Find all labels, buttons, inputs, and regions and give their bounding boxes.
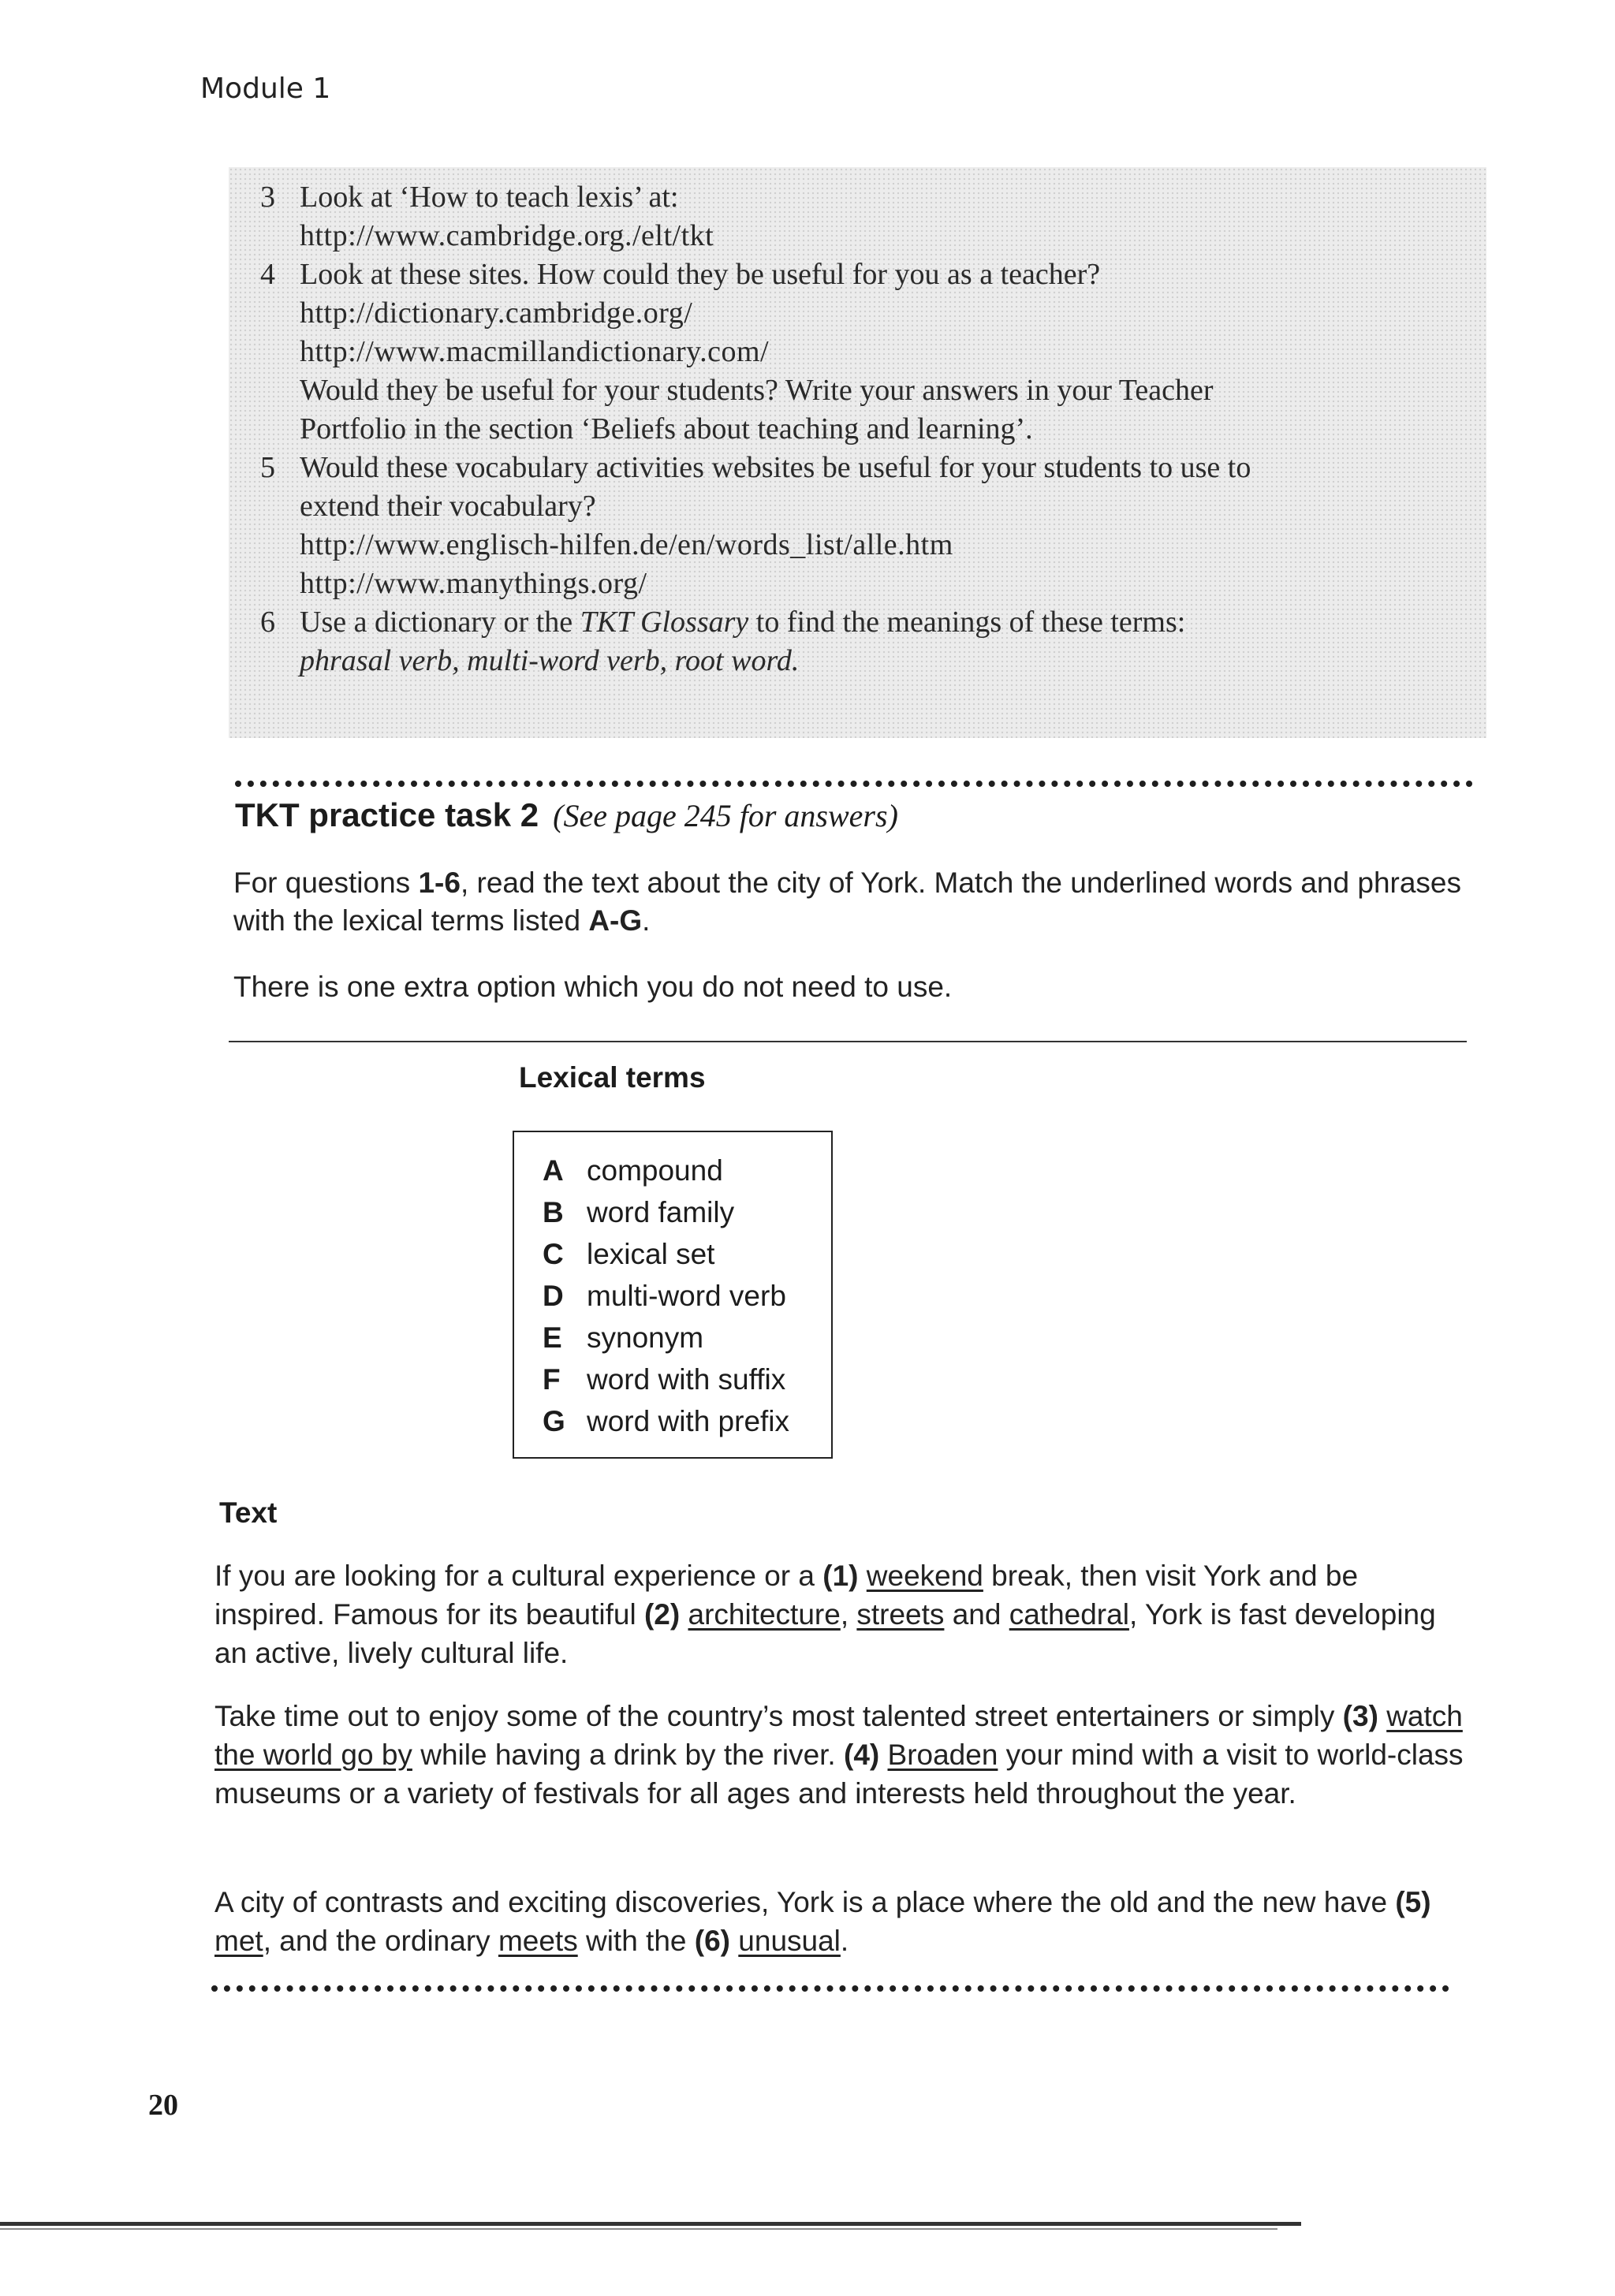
dotted-rule-top xyxy=(235,781,1473,787)
reading-paragraph xyxy=(214,1883,1468,1960)
text-heading: Text xyxy=(219,1496,278,1529)
question-number: (4) xyxy=(844,1739,880,1771)
text-segment: A city of contrasts and exciting discoveries, York is a place where the old and the new have xyxy=(214,1886,1396,1918)
item-text-line: Look at ‘How to teach lexis’ at: xyxy=(300,181,679,214)
page-edge-shadow xyxy=(0,2222,1301,2226)
text-segment: while having a drink by the river. xyxy=(412,1739,844,1771)
question-number: (6) xyxy=(694,1925,731,1957)
underlined-term: cathedral xyxy=(1009,1598,1129,1631)
text-segment: , xyxy=(840,1598,857,1631)
underlined-term: weekend xyxy=(866,1560,983,1592)
item-text-line: Would these vocabulary activities websites be useful for your students to use to xyxy=(300,451,1251,484)
text-segment: and xyxy=(944,1598,1009,1631)
term-label: lexical set xyxy=(587,1238,715,1270)
task-instruction xyxy=(233,968,1464,1006)
underlined-term: Broaden xyxy=(887,1739,998,1771)
underlined-term: streets xyxy=(856,1598,945,1631)
text-segment: phrasal verb, multi-word verb, root word. xyxy=(300,644,800,677)
question-number: 1-6 xyxy=(418,867,461,899)
term-label: word with suffix xyxy=(587,1363,786,1396)
lexical-term-row xyxy=(543,1400,831,1442)
term-label: synonym xyxy=(587,1321,704,1354)
term-letter: A xyxy=(543,1154,564,1187)
text-segment: . xyxy=(840,1925,849,1957)
question-number: (1) xyxy=(822,1560,859,1592)
follow-up-item xyxy=(260,178,1475,255)
underlined-term: architecture xyxy=(688,1598,841,1631)
item-number: 4 xyxy=(260,258,275,291)
lexical-term-row xyxy=(543,1150,831,1191)
website-url[interactable]: http://dictionary.cambridge.org/ xyxy=(300,296,693,330)
follow-up-activities-list xyxy=(260,178,1475,680)
divider-line xyxy=(229,1041,1467,1042)
text-segment: , read the text about the city of York. Match the underlined words and phrases with the lexical terms listed xyxy=(233,867,1461,937)
item-text-line xyxy=(300,603,1185,642)
lexical-term-row xyxy=(543,1317,831,1359)
text-segment xyxy=(680,1598,688,1631)
term-letter: F xyxy=(543,1363,561,1396)
text-segment: Use a dictionary or the xyxy=(300,606,580,639)
dotted-rule-bottom xyxy=(211,1985,1449,1992)
term-label: compound xyxy=(587,1154,723,1187)
underlined-term: watch the world go by xyxy=(214,1700,1463,1771)
text-segment xyxy=(1378,1700,1386,1732)
task-title xyxy=(235,796,898,834)
item-text-line: Look at these sites. How could they be useful for you as a teacher? xyxy=(300,258,1101,291)
term-letter: C xyxy=(543,1238,564,1270)
text-segment: with the xyxy=(577,1925,695,1957)
lexical-term-row xyxy=(543,1233,831,1275)
term-letter: E xyxy=(543,1321,562,1354)
item-number: 5 xyxy=(260,451,275,484)
underlined-term: meets xyxy=(498,1925,578,1957)
term-label: word with prefix xyxy=(587,1405,790,1437)
term-label: multi-word verb xyxy=(587,1280,786,1312)
question-number: (5) xyxy=(1395,1886,1431,1918)
answers-note: (See page 245 for answers) xyxy=(553,798,898,833)
text-segment: , York is fast developing an active, lively cultural life. xyxy=(214,1598,1436,1669)
term-letter: B xyxy=(543,1196,564,1228)
text-segment xyxy=(859,1560,867,1592)
text-segment: If you are looking for a cultural experience or a xyxy=(214,1560,823,1592)
question-number: (2) xyxy=(643,1598,681,1631)
term-label: word family xyxy=(587,1196,735,1228)
text-segment: Take time out to enjoy some of the country’s most talented street entertainers or simply xyxy=(214,1700,1343,1732)
text-segment: TKT Glossary xyxy=(580,606,749,639)
website-url[interactable]: http://www.cambridge.org./elt/tkt xyxy=(300,219,714,252)
follow-up-item xyxy=(260,449,1475,603)
text-segment: . xyxy=(642,904,651,937)
question-number: A-G xyxy=(588,904,643,937)
follow-up-item xyxy=(260,255,1475,449)
question-number: (3) xyxy=(1342,1700,1378,1732)
lexical-terms-box xyxy=(513,1131,833,1459)
item-number: 6 xyxy=(260,606,275,639)
lexical-term-row xyxy=(543,1275,831,1317)
term-letter: D xyxy=(543,1280,564,1312)
lexical-terms-heading: Lexical terms xyxy=(519,1061,706,1094)
text-segment: For questions xyxy=(233,867,419,899)
lexical-term-row xyxy=(543,1359,831,1400)
website-url[interactable]: http://www.manythings.org/ xyxy=(300,567,647,600)
item-text-line xyxy=(300,642,1185,680)
page-number: 20 xyxy=(148,2089,178,2122)
term-letter: G xyxy=(543,1405,565,1437)
text-segment xyxy=(730,1925,738,1957)
website-url[interactable]: http://www.englisch-hilfen.de/en/words_list/alle.htm xyxy=(300,528,953,561)
text-segment: break, then visit York and be inspired. Famous for its beautiful xyxy=(214,1560,1359,1631)
task-title-text: TKT practice task 2 xyxy=(235,796,539,833)
underlined-term: unusual xyxy=(738,1925,841,1957)
reading-paragraph xyxy=(214,1556,1468,1672)
text-segment: to find the meanings of these terms: xyxy=(748,606,1186,639)
reading-paragraph xyxy=(214,1697,1468,1813)
follow-up-item xyxy=(260,603,1475,680)
text-segment: your mind with a visit to world-class museums or a variety of festivals for all ages and interests held throughout the year. xyxy=(214,1739,1464,1810)
underlined-term: met xyxy=(214,1925,263,1957)
item-number: 3 xyxy=(260,181,275,214)
task-instruction xyxy=(233,864,1464,940)
item-text-line: Portfolio in the section ‘Beliefs about teaching and learning’. xyxy=(300,412,1033,445)
text-segment xyxy=(879,1739,887,1771)
website-url[interactable]: http://www.macmillandictionary.com/ xyxy=(300,335,770,368)
text-segment: There is one extra option which you do not need to use. xyxy=(233,971,953,1003)
lexical-term-row xyxy=(543,1191,831,1233)
item-text-line: extend their vocabulary? xyxy=(300,490,596,523)
item-text-line: Would they be useful for your students? Write your answers in your Teacher xyxy=(300,374,1214,407)
running-header: Module 1 xyxy=(200,73,331,105)
page-edge-shadow-thin xyxy=(0,2228,1277,2230)
text-segment: , and the ordinary xyxy=(263,1925,498,1957)
